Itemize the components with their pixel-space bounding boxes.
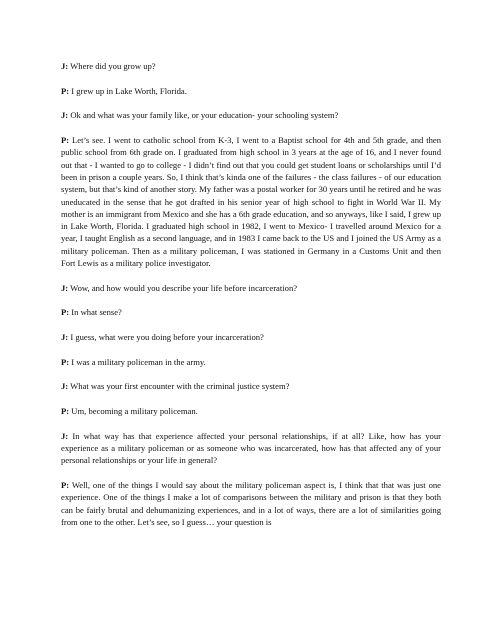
utterance: Ok and what was your family like, or your education- your schooling system? — [70, 110, 339, 121]
transcript-entry — [61, 405, 441, 417]
transcript-entry — [61, 282, 441, 294]
transcript-entry — [61, 331, 441, 343]
transcript-entry — [61, 134, 441, 269]
interview-transcript — [61, 60, 441, 541]
utterance: In what way has that experience affected your personal relationships, if at all? Like, how has your experience as a military policeman or as someone who was incarcerated, how has that affected any of your personal relationships or your life in general? — [61, 430, 441, 466]
utterance: Wow, and how would you describe your life before incarceration? — [70, 282, 298, 293]
utterance: Um, becoming a military policeman. — [71, 406, 198, 417]
utterance: I was a military policeman in the army. — [71, 356, 206, 367]
speaker-label: J: — [61, 282, 69, 293]
speaker-label: J: — [61, 430, 69, 441]
transcript-entry — [61, 109, 441, 121]
utterance: In what sense? — [71, 307, 122, 318]
transcript-entry — [61, 430, 441, 467]
utterance: I guess, what were you doing before your incarceration? — [70, 332, 264, 343]
transcript-entry — [61, 85, 441, 97]
speaker-label: J: — [61, 332, 69, 343]
speaker-label: P: — [61, 480, 70, 491]
speaker-label: P: — [61, 307, 70, 318]
transcript-entry — [61, 306, 441, 318]
speaker-label: J: — [61, 61, 69, 71]
utterance: Let’s see. I went to catholic school from K-3, I went to a Baptist school for 4th and 5th grade, and then public school from 6th grade on. I graduated from high school in 3 years at the age of 16, and I never found out that - I wanted to go to college - I didn’t find out that you could get student loans or scholarships until I’d been in prison a couple years. So, I think that’s kinda one of the failures - the class failures - of our education system, but that’s kind of another story. My father was a postal worker for 30 years until he retired and he was uneducated in the sense that he got drafted in his senior year of high school to fight in World War II. My mother is an immigrant from Mexico and she has a 6th grade education, and so anyways, like I said, I grew up in Lake Worth, Florida. I graduated high school in 1982, I went to Mexico- I travelled around Mexico for a year, I taught English as a second language, and in 1983 I came back to the US and I joined the US Army as a military policeman. Then as a military policeman, I was stationed in Germany in a Customs Unit and then Fort Lewis as a military police investigator. — [61, 135, 441, 269]
speaker-label: P: — [61, 135, 70, 146]
speaker-label: P: — [61, 406, 70, 417]
speaker-label: P: — [61, 356, 70, 367]
transcript-entry — [61, 479, 441, 528]
transcript-entry — [61, 356, 441, 368]
speaker-label: J: — [61, 381, 69, 392]
speaker-label: J: — [61, 110, 69, 121]
utterance: Well, one of the things I would say about the military policeman aspect is, I think that that was just one experience. One of the things I make a lot of comparisons between the military and prison is that they both can be fairly brutal and dehumanizing experiences, and in a lot of ways, there are a lot of similarities going from one to the other. Let’s see, so I guess… your question is — [61, 480, 441, 528]
utterance: I grew up in Lake Worth, Florida. — [71, 85, 187, 96]
utterance: What was your first encounter with the criminal justice system? — [70, 381, 290, 392]
transcript-entry — [61, 380, 441, 392]
utterance: Where did you grow up? — [70, 61, 156, 71]
speaker-label: P: — [61, 85, 70, 96]
transcript-entry — [61, 60, 441, 72]
